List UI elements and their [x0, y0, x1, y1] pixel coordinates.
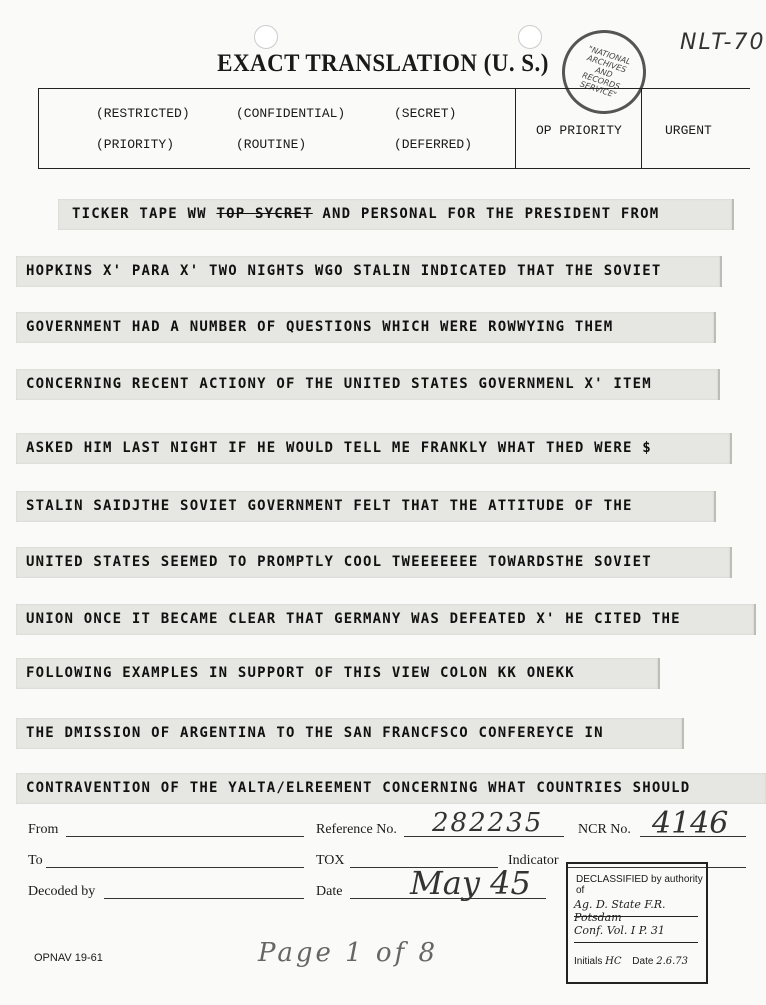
table-divider-1: [515, 88, 516, 168]
line-1-struck: TOP SYCRET: [216, 206, 313, 222]
table-divider-2: [641, 88, 642, 168]
page-note: Page 1 of 8: [258, 938, 439, 968]
reference-label: Reference No.: [316, 822, 397, 837]
table-left-border: [38, 88, 39, 168]
restricted-label: (RESTRICTED): [96, 106, 190, 121]
decoded-by-label: Decoded by: [28, 884, 96, 899]
message-line-1: [58, 199, 734, 230]
priority-label: (PRIORITY): [96, 137, 175, 152]
tox-label: TOX: [316, 853, 345, 868]
urgent-label: URGENT: [665, 123, 712, 138]
op-priority-label: OP PRIORITY: [536, 123, 622, 138]
table-top-border: [38, 88, 750, 89]
message-line-8: UNION ONCE IT BECAME CLEAR THAT GERMANY WAS DEFEATED X' HE CITED THE: [16, 604, 756, 635]
ncr-label: NCR No.: [578, 822, 631, 837]
punch-hole-right: [518, 25, 542, 49]
confidential-label: (CONFIDENTIAL): [236, 106, 346, 121]
message-line-9: FOLLOWING EXAMPLES IN SUPPORT OF THIS VIEW COLON KK ONEKK: [16, 658, 660, 689]
declass-line-1: [574, 916, 698, 917]
table-bottom-border: [38, 168, 750, 169]
line-1-start: TICKER TAPE WW: [72, 206, 217, 222]
date-label: Date: [316, 884, 343, 899]
reference-value: 282235: [432, 808, 544, 838]
message-line-3: GOVERNMENT HAD A NUMBER OF QUESTIONS WHICH WERE ROWWYING THEM: [16, 312, 716, 343]
secret-label: (SECRET): [394, 106, 457, 121]
ncr-value: 4146: [652, 806, 729, 841]
corner-note: NLT-70: [680, 30, 766, 55]
declass-signature-1: Ag. D. State F.R. Potsdam: [574, 898, 666, 924]
declass-date-label: Date: [632, 956, 654, 967]
to-line: [46, 867, 304, 868]
message-line-2: HOPKINS X' PARA X' TWO NIGHTS WGO STALIN INDICATED THAT THE SOVIET: [16, 256, 722, 287]
decoded-by-line: [104, 898, 304, 899]
declass-signature-2: Conf. Vol. I P. 31: [574, 924, 665, 937]
message-line-4: CONCERNING RECENT ACTIONY OF THE UNITED STATES GOVERNMENL X' ITEM: [16, 369, 720, 400]
line-1-rest: AND PERSONAL FOR THE PRESIDENT FROM: [312, 206, 660, 222]
message-line-6: STALIN SAIDJTHE SOVIET GOVERNMENT FELT THAT THE ATTITUDE OF THE: [16, 491, 716, 522]
initials-label: Initials: [574, 956, 603, 967]
document-title: EXACT TRANSLATION (U. S.): [217, 50, 549, 77]
declassified-text: DECLASSIFIED by authority of: [576, 874, 703, 896]
declassified-stamp: [566, 862, 708, 984]
deferred-label: (DEFERRED): [394, 137, 473, 152]
declass-date-value: 2.6.73: [656, 956, 689, 967]
message-line-7: UNITED STATES SEEMED TO PROMPTLY COOL TWEEEEEEE TOWARDSTHE SOVIET: [16, 547, 732, 578]
declass-line-2: [574, 942, 698, 943]
indicator-label: Indicator: [508, 853, 559, 868]
initials-value: HC: [605, 956, 622, 967]
to-label: To: [28, 853, 43, 868]
date-value: May 45: [410, 864, 531, 902]
message-line-11: CONTRAVENTION OF THE YALTA/ELREEMENT CONCERNING WHAT COUNTRIES SHOULD: [16, 773, 766, 804]
message-line-10: THE DMISSION OF ARGENTINA TO THE SAN FRANCFSCO CONFEREYCE IN: [16, 718, 684, 749]
form-number: OPNAV 19-61: [34, 952, 103, 964]
stamp-text: "NATIONAL ARCHIVES AND RECORDS SERVICE": [579, 43, 632, 100]
routine-label: (ROUTINE): [236, 137, 307, 152]
declass-initials-row: [574, 956, 688, 967]
punch-hole-left: [254, 25, 278, 49]
message-line-5: ASKED HIM LAST NIGHT IF HE WOULD TELL ME FRANKLY WHAT THED WERE $: [16, 433, 732, 464]
from-label: From: [28, 822, 59, 837]
from-line: [66, 836, 304, 837]
